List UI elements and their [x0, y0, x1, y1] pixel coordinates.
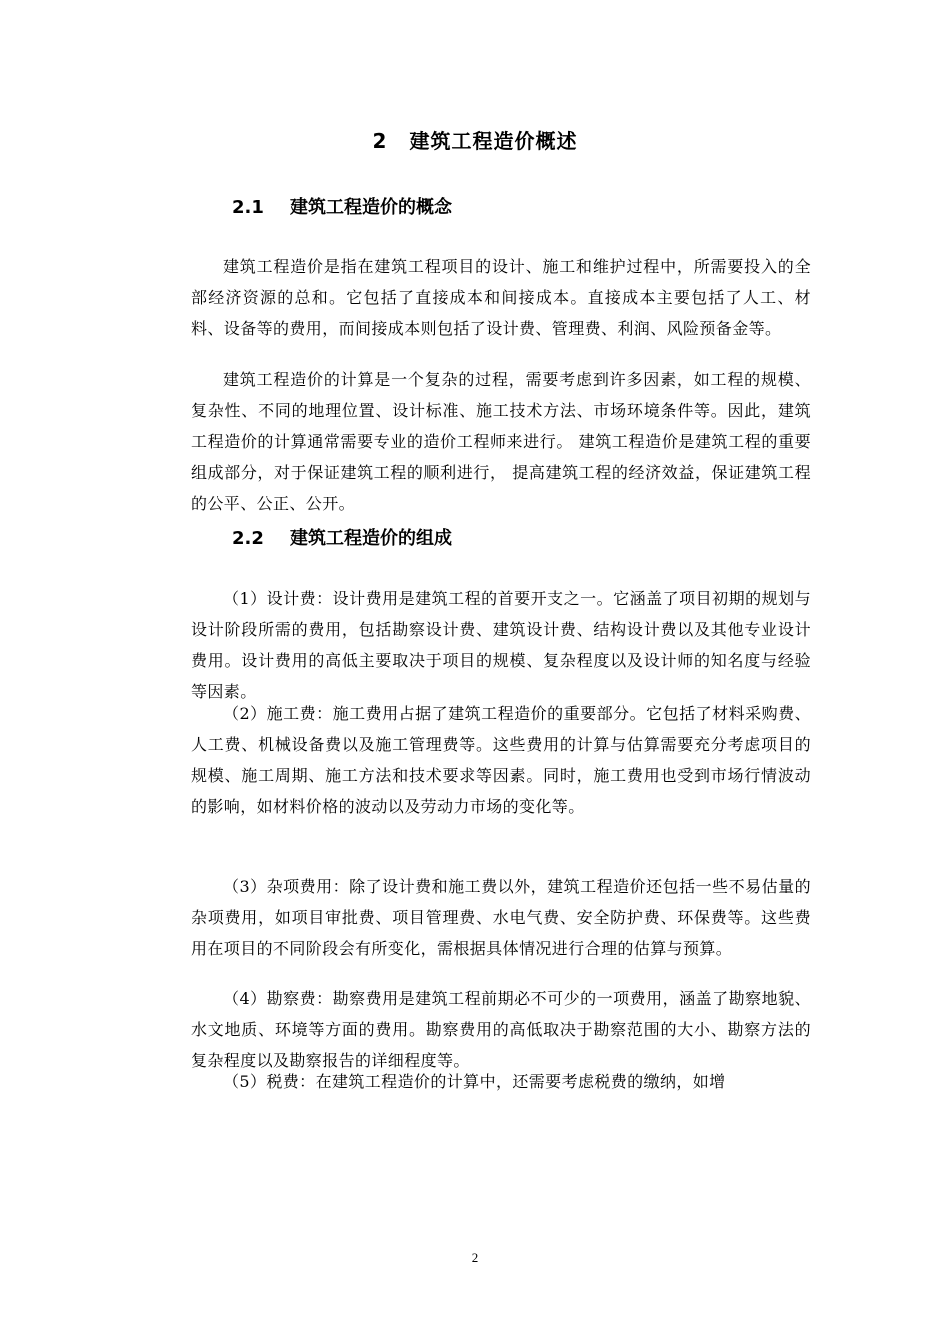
- paragraph: 建筑工程造价是指在建筑工程项目的设计、施工和维护过程中，所需要投入的全部经济资源的总和。它包括了直接成本和间接成本。直接成本主要包括了人工、材料、设备等的费用，而间接成本则包括了设计费、管理费、利润、风险预备金等。: [191, 257, 811, 338]
- chapter-title-text: 建筑工程造价概述: [409, 129, 578, 153]
- paragraph: （4）勘察费：勘察费用是建筑工程前期必不可少的一项费用，涵盖了勘察地貌、水文地质、环境等方面的费用。勘察费用的高低取决于勘察范围的大小、勘察方法的复杂程度以及勘察报告的详细程度等。: [191, 989, 811, 1070]
- paragraph: （3）杂项费用：除了设计费和施工费以外，建筑工程造价还包括一些不易估量的杂项费用，如项目审批费、项目管理费、水电气费、安全防护费、环保费等。这些费用在项目的不同阶段会有所变化，需根据具体情况进行合理的估算与预算。: [191, 877, 811, 958]
- page-number: 2: [471, 1250, 479, 1265]
- section-number: 2.2: [232, 528, 264, 549]
- chapter-number: 2: [372, 129, 388, 153]
- section-title-2-2: [232, 525, 452, 553]
- chapter-title: [0, 126, 950, 156]
- section-title-2-1: [232, 194, 452, 222]
- section-number: 2.1: [232, 197, 264, 218]
- paragraph: 建筑工程造价的计算是一个复杂的过程，需要考虑到许多因素，如工程的规模、复杂性、不同的地理位置、设计标准、施工技术方法、市场环境条件等。因此，建筑工程造价的计算通常需要专业的造价工程师来进行。 建筑工程造价是建筑工程的重要组成部分，对于保证建筑工程的顺利进行， 提高建筑工程的经济效益，保证建筑工程的公平、公正、公开。: [191, 370, 811, 513]
- paragraph: （1）设计费：设计费用是建筑工程的首要开支之一。它涵盖了项目初期的规划与设计阶段所需的费用，包括勘察设计费、建筑设计费、结构设计费以及其他专业设计费用。设计费用的高低主要取决于项目的规模、复杂程度以及设计师的知名度与经验等因素。: [191, 589, 811, 701]
- paragraph: （5）税费：在建筑工程造价的计算中，还需要考虑税费的缴纳，如增: [223, 1072, 726, 1091]
- section-title-text: 建筑工程造价的组成: [290, 528, 452, 549]
- paragraph: （2）施工费：施工费用占据了建筑工程造价的重要部分。它包括了材料采购费、人工费、机械设备费以及施工管理费等。这些费用的计算与估算需要充分考虑项目的规模、施工周期、施工方法和技术要求等因素。同时，施工费用也受到市场行情波动的影响，如材料价格的波动以及劳动力市场的变化等。: [191, 704, 811, 816]
- section-title-text: 建筑工程造价的概念: [290, 197, 452, 218]
